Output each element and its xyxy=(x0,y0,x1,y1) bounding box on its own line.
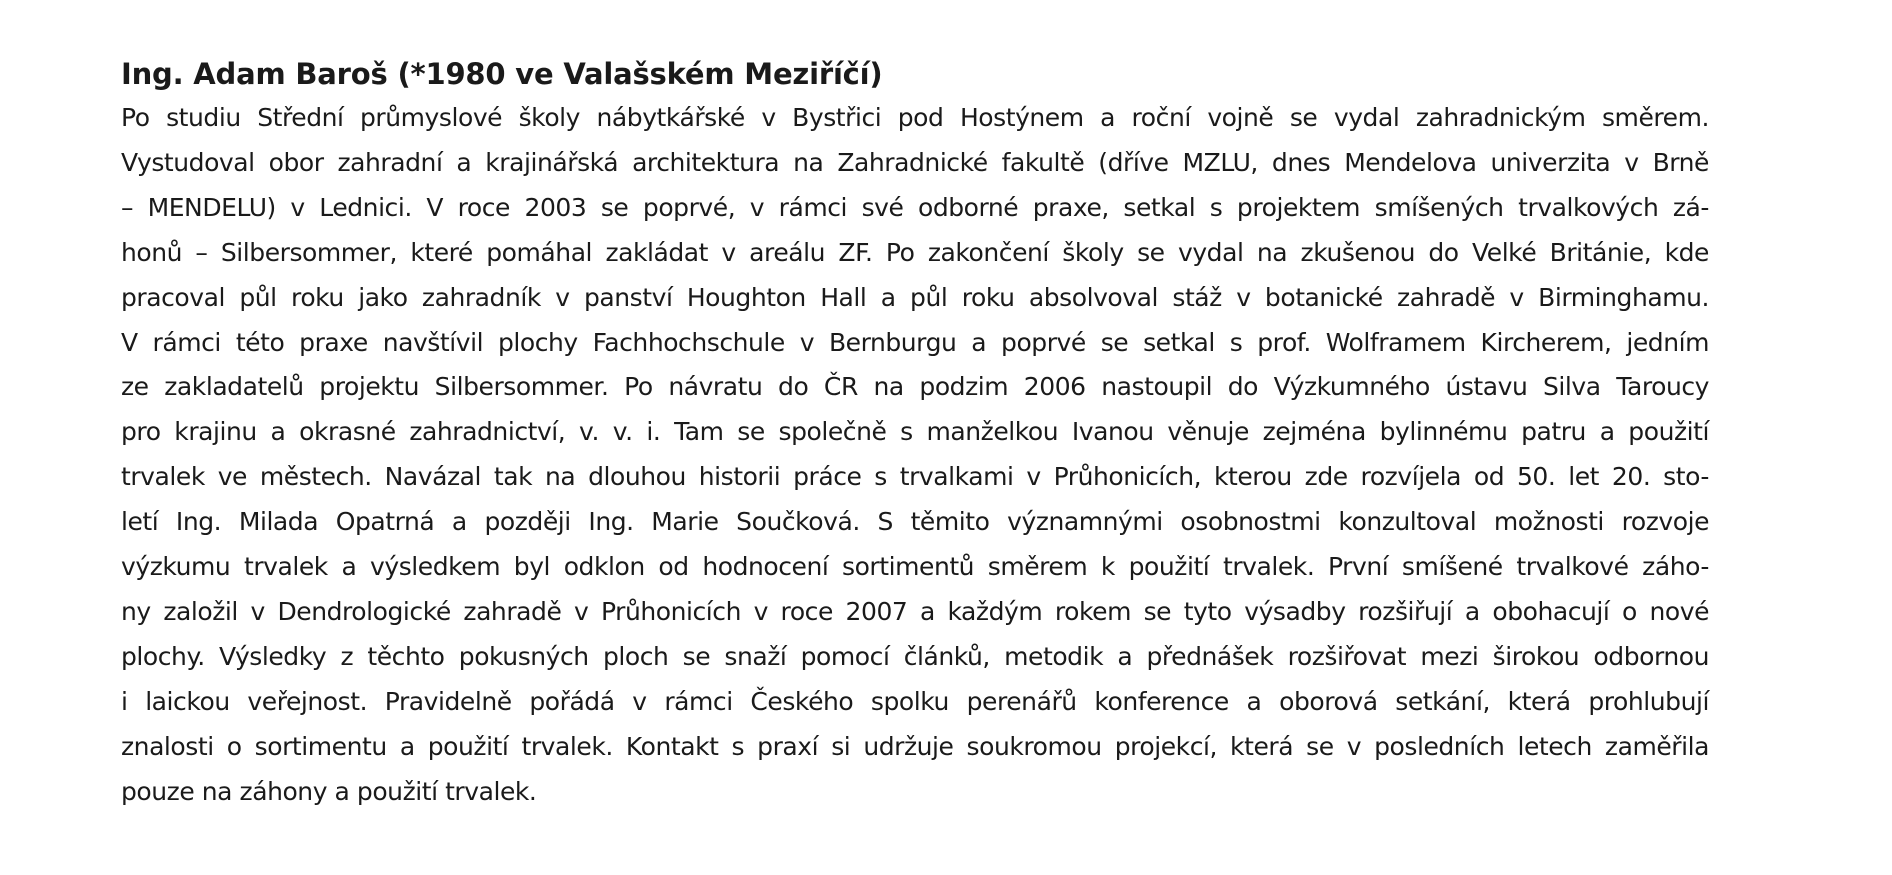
paragraph-line: letí Ing. Milada Opatrná a později Ing. Marie Součková. S těmito významnými osobnostmi konzultoval možnosti rozvoje xyxy=(121,507,1709,537)
paragraph-line: plochy. Výsledky z těchto pokusných ploch se snaží pomocí článků, metodik a přednášek rozšiřovat mezi širokou odbornou xyxy=(121,641,1709,671)
paragraph-line: i laickou veřejnost. Pravidelně pořádá v rámci Českého spolku perenářů konference a oborová setkání, která prohlubují xyxy=(121,686,1709,716)
paragraph-line: Vystudoval obor zahradní a krajinářská architektura na Zahradnické fakultě (dříve MZLU, dnes Mendelova univerzita v Brně xyxy=(121,147,1709,177)
document-page xyxy=(121,54,1709,815)
paragraph-line: trvalek ve městech. Navázal tak na dlouhou historii práce s trvalkami v Průhonicích, kterou zde rozvíjela od 50. let 20. sto- xyxy=(121,462,1709,492)
paragraph-line: znalosti o sortimentu a použití trvalek. Kontakt s praxí si udržuje soukromou projekcí, která se v posledních letech zaměřila xyxy=(121,731,1709,761)
paragraph-line: pro krajinu a okrasné zahradnictví, v. v. i. Tam se společně s manželkou Ivanou věnuje zejména bylinnému patru a použití xyxy=(121,417,1709,447)
paragraph-line-last: pouze na záhony a použití trvalek. xyxy=(121,776,537,806)
paragraph-line: honů – Silbersommer, které pomáhal zakládat v areálu ZF. Po zakončení školy se vydal na zkušenou do Velké Británie, kde xyxy=(121,237,1709,267)
author-heading: Ing. Adam Baroš (*1980 ve Valašském Meziříčí) xyxy=(121,57,883,91)
paragraph-line: – MENDELU) v Lednici. V roce 2003 se poprvé, v rámci své odborné praxe, setkal s projektem smíšených trvalkových zá- xyxy=(121,192,1709,222)
paragraph-line: ze zakladatelů projektu Silbersommer. Po návratu do ČR na podzim 2006 nastoupil do Výzkumného ústavu Silva Taroucy xyxy=(121,372,1709,402)
paragraph-line: V rámci této praxe navštívil plochy Fachhochschule v Bernburgu a poprvé se setkal s prof. Wolframem Kircherem, jedním xyxy=(121,327,1709,357)
paragraph-line: Po studiu Střední průmyslové školy nábytkářské v Bystřici pod Hostýnem a roční vojně se vydal zahradnickým směrem. xyxy=(121,103,1709,132)
biography-paragraph xyxy=(121,96,1709,815)
paragraph-line: pracoval půl roku jako zahradník v panství Houghton Hall a půl roku absolvoval stáž v botanické zahradě v Birminghamu. xyxy=(121,282,1709,312)
paragraph-line: ny založil v Dendrologické zahradě v Průhonicích v roce 2007 a každým rokem se tyto výsadby rozšiřují a obohacují o nové xyxy=(121,596,1709,626)
paragraph-line: výzkumu trvalek a výsledkem byl odklon od hodnocení sortimentů směrem k použití trvalek. První smíšené trvalkové záho- xyxy=(121,552,1709,582)
